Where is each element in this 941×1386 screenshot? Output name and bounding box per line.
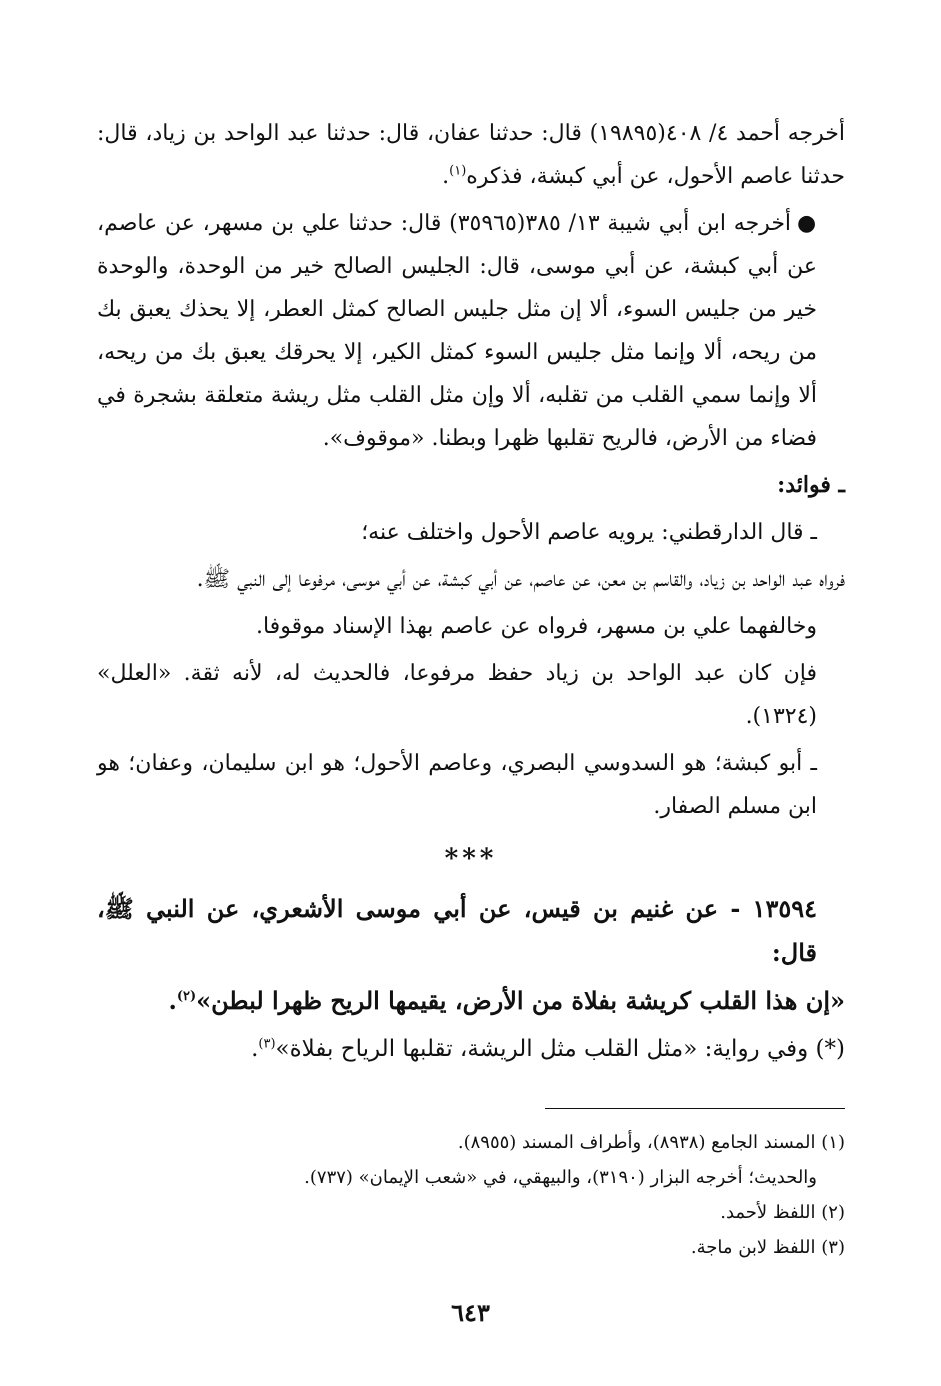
paragraph-narration-marfu: فرواه عبد الواحد بن زياد، والقاسم بن معن، عن عاصم، عن أبي كبشة، عن أبي موسى، مرفوعا إلى النبي ﷺ. [196,567,845,592]
main-text [97,112,845,1075]
paragraph-ahmad: أخرجه أحمد ٤/ ٤٠٨(١٩٨٩٥) قال: حدثنا عفان، قال: حدثنا عبد الواحد بن زياد، قال: حدثنا عاصم الأحول، عن أبي كبشة، فذكره$^{(١)}$. [97,121,846,189]
paragraph-ibn-abi-shaybah [97,202,845,460]
hadith-matn: «إن هذا القلب كريشة بفلاة من الأرض، يقيمها الريح ظهرا لبطن» [196,986,845,1015]
hadith-number-chain: ١٣٥٩٤ - عن غنيم بن قيس، عن أبي موسى الأشعري، عن النبي ﷺ، قال: [97,894,817,967]
ahmad-text: أخرجه أحمد ٤/ ٤٠٨(١٩٨٩٥) قال: حدثنا عفان، قال: حدثنا عبد الواحد بن زياد، قال: حدثنا عاصم الأحول، عن أبي كبشة، فذكره [97,121,846,189]
footnotes [97,1125,845,1265]
bullet-icon: ● [797,210,818,236]
page-number: ٦٤٣ [451,1298,490,1327]
hadith-variant: (*) وفي رواية: «مثل القلب مثل الريشة، تقلبها الرياح بفلاة»$^{(٣)}$. [251,1036,845,1062]
paragraph-ilal: فإن كان عبد الواحد بن زياد حفظ مرفوعا، فالحديث له، لأنه ثقة. «العلل» (١٣٢٤). [97,661,817,729]
footnote-1-continued: والحديث؛ أخرجه البزار (٣١٩٠)، والبيهقي، في «شعب الإيمان» (٧٣٧). [304,1167,817,1188]
hadith-variant-text: (*) وفي رواية: «مثل القلب مثل الريشة، تقلبها الرياح بفلاة» [275,1036,845,1062]
footnote-ref-1: (١) [449,163,467,179]
footnote-ref-2: (٢) [176,989,197,1004]
hadith-text: «إن هذا القلب كريشة بفلاة من الأرض، يقيمها الريح ظهرا لبطن»$^{(٢)}$. [168,986,845,1015]
footnote-2: (٢) اللفظ لأحمد. [720,1202,845,1223]
benefits-heading: ـ فوائد: [777,472,845,498]
paragraph-daraqutni: ـ قال الدارقطني: يرويه عاصم الأحول واختلف عنه؛ [361,520,817,545]
footnote-3: (٣) اللفظ لابن ماجة. [690,1237,845,1258]
section-divider-stars: *** [444,844,498,874]
footnote-divider [545,1108,845,1109]
paragraph-names: ـ أبو كبشة؛ هو السدوسي البصري، وعاصم الأحول؛ هو ابن سليمان، وعفان؛ هو ابن مسلم الصفار. [97,751,817,819]
footnote-ref-3: (٣) [258,1036,276,1052]
paragraph-ibn-mushir: وخالفهما علي بن مسهر، فرواه عن عاصم بهذا الإسناد موقوفا. [255,614,817,639]
ibn-abi-shaybah-text: أخرجه ابن أبي شيبة ١٣/ ٣٨٥(٣٥٩٦٥) قال: حدثنا علي بن مسهر، عن عاصم، عن أبي كبشة، عن أبي موسى، قال: الجليس الصالح خير من الوحدة، والوحدة خير من جليس السوء، ألا إن مثل جليس الصالح كمثل العطر، إلا يحذك يعبق بك من ريحه، ألا وإنما مثل جليس السوء كمثل الكير، إلا يحرقك يعبق بك من ريحه، ألا وإنما سمي القلب من تقلبه، ألا وإن مثل القلب مثل ريشة متعلقة بشجرة في فضاء من الأرض، فالريح تقلبها ظهرا وبطنا. «موقوف». [97,211,817,451]
footnote-1: (١) المسند الجامع (٨٩٣٨)، وأطراف المسند (٨٩٥٥). [457,1132,845,1153]
